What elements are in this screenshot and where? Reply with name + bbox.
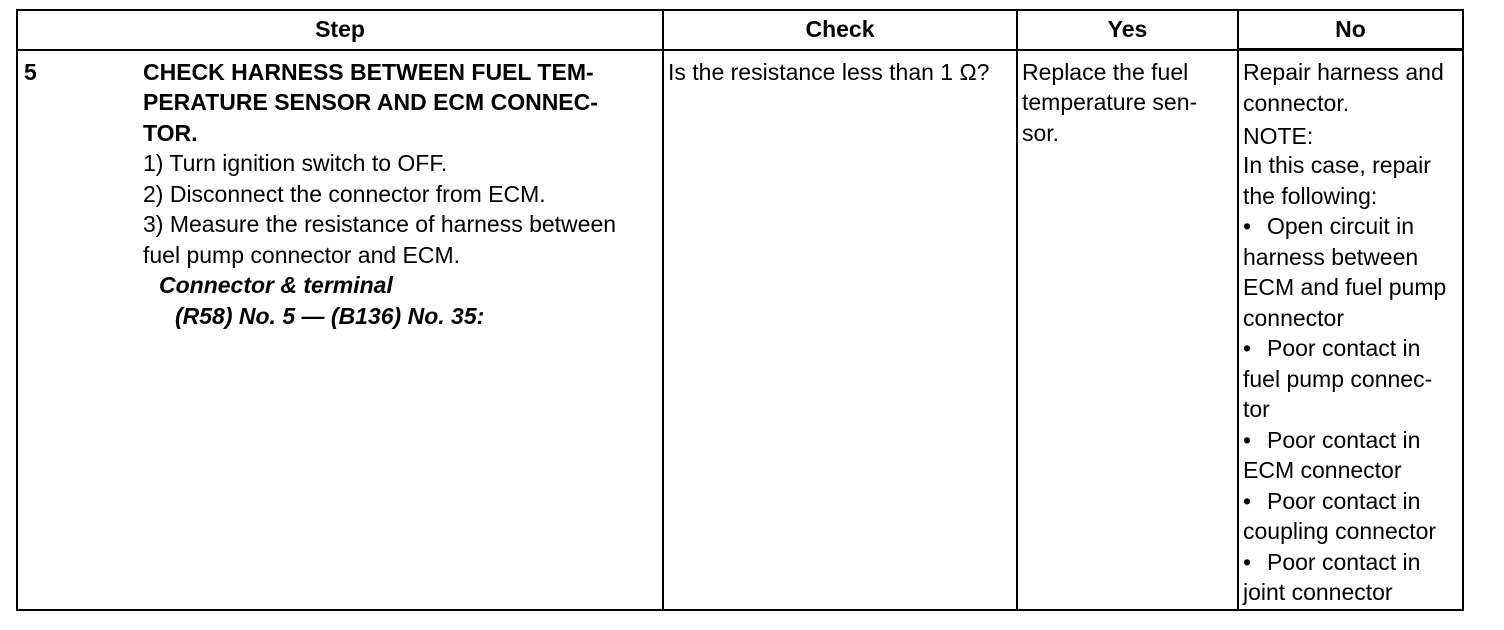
bullet-icon: • (1243, 426, 1252, 453)
bullet-icon: • (1243, 487, 1252, 514)
diagnostic-table-container (16, 9, 1462, 611)
header-row (17, 10, 1463, 50)
bullet-icon: • (1243, 335, 1252, 361)
no-cell (1238, 50, 1463, 610)
step-title (143, 57, 658, 149)
list-item-text: Poor contact in fuel pump connec-tor (1243, 335, 1433, 422)
list-item-text: Poor contact in joint connector (1243, 548, 1421, 605)
header-check: Check (663, 10, 1017, 50)
step-title-line: PERATURE SENSOR AND ECM CONNEC- (143, 89, 598, 115)
step-title-line: CHECK HARNESS BETWEEN FUEL TEM- (143, 58, 594, 85)
header-yes: Yes (1017, 10, 1238, 50)
step-content (143, 57, 658, 332)
header-step: Step (17, 10, 663, 50)
instruction-list (143, 148, 658, 270)
connector-terminal-value: (R58) No. 5 — (B136) No. 35: (175, 302, 485, 329)
step-number: 5 (24, 58, 37, 85)
instruction-item: 3) Measure the resistance of harness between fuel pump connector and ECM. (143, 211, 617, 268)
header-no: No (1238, 10, 1463, 50)
yes-cell (1017, 50, 1238, 610)
no-main-text: Repair harness and connector. (1243, 59, 1444, 116)
list-item (1243, 211, 1458, 333)
list-item (1243, 333, 1458, 425)
note-label: NOTE: (1243, 123, 1314, 149)
list-item (1243, 486, 1458, 547)
instruction-item: 2) Disconnect the connector from ECM. (143, 180, 546, 207)
bullet-icon: • (1243, 213, 1252, 239)
bullet-icon: • (1243, 548, 1252, 575)
list-item-text: Open circuit in harness between ECM and fuel pump connector (1243, 213, 1447, 331)
list-item-text: Poor contact in ECM connector (1243, 426, 1421, 483)
diagnostic-table (16, 9, 1464, 611)
connector-terminal-label: Connector & terminal (159, 272, 393, 298)
instruction-item: 1) Turn ignition switch to OFF. (143, 150, 448, 176)
step-title-line: TOR. (143, 119, 198, 146)
yes-text: Replace the fuel temperature sen-sor. (1022, 58, 1198, 146)
list-item-text: Poor contact in coupling connector (1243, 487, 1437, 544)
list-item (1243, 425, 1458, 486)
check-text: Is the resistance less than 1 Ω? (668, 58, 990, 85)
list-item (1243, 547, 1458, 608)
step-cell (17, 50, 663, 610)
note-text: In this case, repair the following: (1243, 152, 1431, 209)
check-cell (663, 50, 1017, 610)
no-bullet-list (1243, 211, 1458, 608)
table-row (17, 50, 1463, 610)
